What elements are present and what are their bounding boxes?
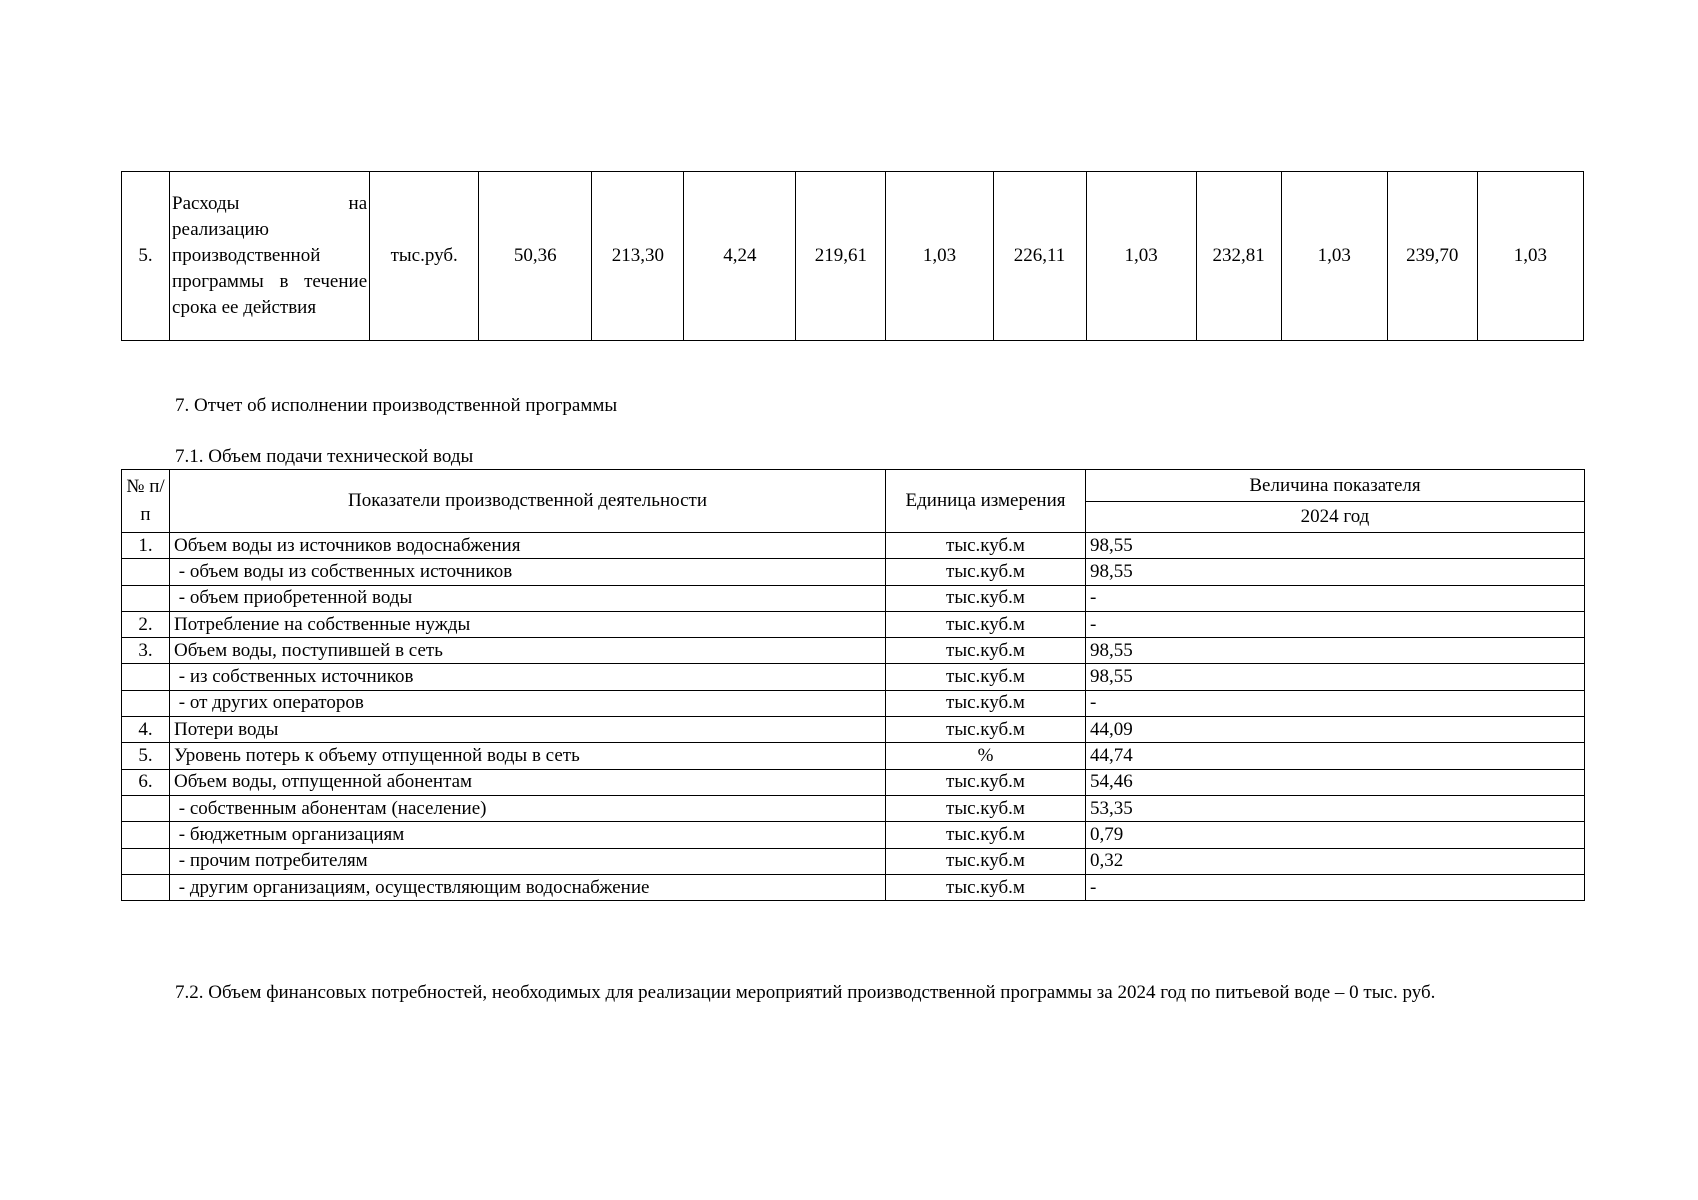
row-value: 44,09 bbox=[1086, 717, 1585, 743]
row-indicator: - из собственных источников bbox=[170, 664, 886, 690]
row-number bbox=[122, 795, 170, 821]
row-unit: тыс.руб. bbox=[370, 172, 479, 341]
row-number: 3. bbox=[122, 638, 170, 664]
row-indicator: - собственным абонентам (население) bbox=[170, 795, 886, 821]
table-row bbox=[122, 848, 1585, 874]
row-indicator: - объем приобретенной воды bbox=[170, 585, 886, 611]
row-number bbox=[122, 559, 170, 585]
row-unit: тыс.куб.м bbox=[886, 717, 1086, 743]
row-number bbox=[122, 822, 170, 848]
row-number: 5. bbox=[122, 743, 170, 769]
row-unit: тыс.куб.м bbox=[886, 769, 1086, 795]
row-unit: тыс.куб.м bbox=[886, 533, 1086, 559]
header-number: № п/п bbox=[122, 470, 170, 533]
table-row bbox=[122, 822, 1585, 848]
row-number bbox=[122, 585, 170, 611]
value-cell: 1,03 bbox=[1477, 172, 1583, 341]
table-row bbox=[122, 795, 1585, 821]
row-value: 98,55 bbox=[1086, 664, 1585, 690]
row-indicator: Потребление на собственные нужды bbox=[170, 611, 886, 637]
row-unit: тыс.куб.м bbox=[886, 822, 1086, 848]
row-value: 54,46 bbox=[1086, 769, 1585, 795]
table-row bbox=[122, 769, 1585, 795]
header-value-group: Величина показателя bbox=[1086, 470, 1585, 502]
row-value: 44,74 bbox=[1086, 743, 1585, 769]
subsection-7-1-title: 7.1. Объем подачи технической воды bbox=[175, 446, 474, 467]
table-row bbox=[122, 533, 1585, 559]
table-row bbox=[122, 717, 1585, 743]
table-row bbox=[122, 585, 1585, 611]
row-value: - bbox=[1086, 611, 1585, 637]
row-indicator: - объем воды из собственных источников bbox=[170, 559, 886, 585]
table-row bbox=[122, 743, 1585, 769]
row-unit: тыс.куб.м bbox=[886, 874, 1086, 900]
expenses-table bbox=[121, 171, 1584, 341]
row-number bbox=[122, 874, 170, 900]
description-line: Расходы на bbox=[172, 193, 368, 214]
table-row bbox=[122, 690, 1585, 716]
row-value: 53,35 bbox=[1086, 795, 1585, 821]
table-row bbox=[122, 559, 1585, 585]
row-unit: тыс.куб.м bbox=[886, 848, 1086, 874]
row-value: 0,79 bbox=[1086, 822, 1585, 848]
row-indicator: - бюджетным организациям bbox=[170, 822, 886, 848]
row-value: 98,55 bbox=[1086, 638, 1585, 664]
row-unit: тыс.куб.м bbox=[886, 690, 1086, 716]
row-description bbox=[170, 172, 370, 341]
row-indicator: - другим организациям, осуществляющим водоснабжение bbox=[170, 874, 886, 900]
row-unit: тыс.куб.м bbox=[886, 664, 1086, 690]
row-unit: тыс.куб.м bbox=[886, 559, 1086, 585]
row-unit: тыс.куб.м bbox=[886, 585, 1086, 611]
row-indicator: Объем воды, поступившей в сеть bbox=[170, 638, 886, 664]
row-number: 5. bbox=[122, 172, 170, 341]
header-unit: Единица измерения bbox=[886, 470, 1086, 533]
row-value: 98,55 bbox=[1086, 559, 1585, 585]
row-number: 6. bbox=[122, 769, 170, 795]
row-value: - bbox=[1086, 690, 1585, 716]
table-row bbox=[122, 611, 1585, 637]
description-line: реализацию bbox=[172, 219, 269, 240]
header-indicator: Показатели производственной деятельности bbox=[170, 470, 886, 533]
row-indicator: Объем воды, отпущенной абонентам bbox=[170, 769, 886, 795]
row-unit: тыс.куб.м bbox=[886, 795, 1086, 821]
subsection-7-2-text: 7.2. Объем финансовых потребностей, необходимых для реализации мероприятий производственной программы за 2024 год по питьевой воде – 0 тыс. руб. bbox=[175, 982, 1436, 1003]
header-year: 2024 год bbox=[1086, 502, 1585, 533]
row-value: 0,32 bbox=[1086, 848, 1585, 874]
description-line: производственной bbox=[172, 245, 321, 266]
row-unit: % bbox=[886, 743, 1086, 769]
row-indicator: - от других операторов bbox=[170, 690, 886, 716]
row-indicator: Уровень потерь к объему отпущенной воды в сеть bbox=[170, 743, 886, 769]
table-row bbox=[122, 664, 1585, 690]
section-7-title: 7. Отчет об исполнении производственной программы bbox=[175, 395, 618, 416]
row-number bbox=[122, 848, 170, 874]
expenses-row bbox=[122, 172, 1584, 341]
value-cell: 1,03 bbox=[1281, 172, 1387, 341]
value-cell: 226,11 bbox=[993, 172, 1086, 341]
row-indicator: Объем воды из источников водоснабжения bbox=[170, 533, 886, 559]
table-row bbox=[122, 874, 1585, 900]
row-indicator: Потери воды bbox=[170, 717, 886, 743]
value-cell: 232,81 bbox=[1196, 172, 1281, 341]
description-line: программы в течение bbox=[172, 271, 368, 292]
value-cell: 50,36 bbox=[479, 172, 592, 341]
value-cell: 4,24 bbox=[684, 172, 796, 341]
row-value: 98,55 bbox=[1086, 533, 1585, 559]
table-row bbox=[122, 638, 1585, 664]
row-number bbox=[122, 690, 170, 716]
value-cell: 213,30 bbox=[592, 172, 684, 341]
row-number: 1. bbox=[122, 533, 170, 559]
row-unit: тыс.куб.м bbox=[886, 611, 1086, 637]
row-value: - bbox=[1086, 585, 1585, 611]
value-cell: 239,70 bbox=[1387, 172, 1477, 341]
description-line: срока ее действия bbox=[172, 297, 317, 318]
value-cell: 219,61 bbox=[796, 172, 886, 341]
row-number: 2. bbox=[122, 611, 170, 637]
water-supply-table bbox=[121, 469, 1585, 901]
row-number bbox=[122, 664, 170, 690]
row-value: - bbox=[1086, 874, 1585, 900]
value-cell: 1,03 bbox=[886, 172, 993, 341]
row-indicator: - прочим потребителям bbox=[170, 848, 886, 874]
row-number: 4. bbox=[122, 717, 170, 743]
row-unit: тыс.куб.м bbox=[886, 638, 1086, 664]
value-cell: 1,03 bbox=[1086, 172, 1196, 341]
